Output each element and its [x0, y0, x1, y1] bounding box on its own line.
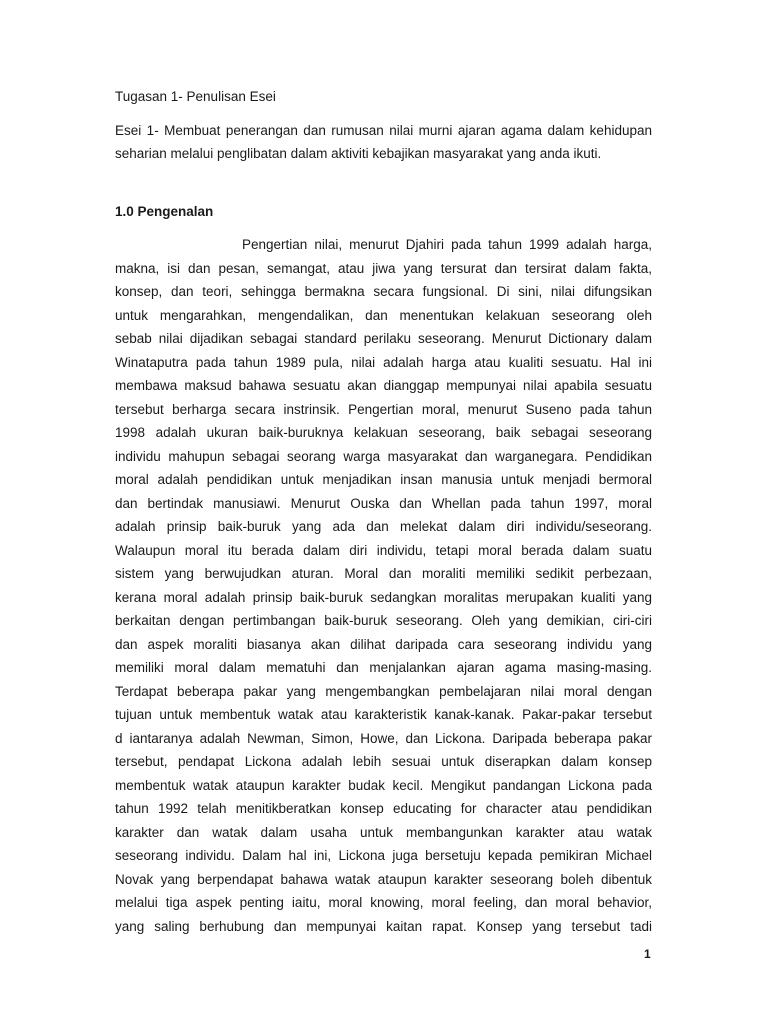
paragraph-line: melalui tiga aspek penting iaitu, moral knowing, moral feeling, dan moral behavior, — [115, 895, 652, 910]
paragraph-line: 1998 adalah ukuran baik-buruknya kelakuan seseorang, baik sebagai seseorang — [115, 425, 652, 440]
paragraph-line: Walaupun moral itu berada dalam diri individu, tetapi moral berada dalam suatu — [115, 542, 652, 558]
paragraph-line: konsep, dan teori, sehingga bermakna secara fungsional. Di sini, nilai difungsikan — [115, 284, 652, 299]
paragraph-line: kerana moral adalah prinsip baik-buruk sedangkan moralitas merupakan kualiti yang — [115, 589, 652, 605]
paragraph-line: dan bertindak manusiawi. Menurut Ouska dan Whellan pada tahun 1997, moral — [115, 495, 652, 511]
essay-question: Esei 1- Membuat penerangan dan rumusan nilai murni ajaran agama dalam kehidupan seharian melalui penglibatan dalam aktiviti kebajikan masyarakat yang anda ikuti. — [115, 123, 652, 161]
paragraph-line: berkaitan dengan pertimbangan baik-buruk seseorang. Oleh yang demikian, ciri-ciri — [115, 613, 652, 628]
paragraph-line: individu mahupun sebagai seorang warga masyarakat dan warganegara. Pendidikan — [115, 448, 652, 464]
body-paragraph — [115, 233, 652, 938]
paragraph-line: Novak yang berpendapat bahawa watak ataupun karakter seseorang boleh dibentuk — [115, 871, 652, 887]
paragraph-line: d iantaranya adalah Newman, Simon, Howe, dan Lickona. Daripada beberapa pakar — [115, 730, 652, 746]
paragraph-line: tujuan untuk membentuk watak atau karakteristik kanak-kanak. Pakar-pakar tersebut — [115, 707, 652, 722]
paragraph-line: memiliki moral dalam mematuhi dan menjalankan ajaran agama masing-masing. — [115, 660, 652, 675]
paragraph-line: Pengertian nilai, menurut Djahiri pada tahun 1999 adalah harga, — [242, 237, 652, 252]
section-heading: 1.0 Pengenalan — [115, 204, 214, 219]
paragraph-line: adalah prinsip baik-buruk yang ada dan melekat dalam diri individu/seseorang. — [115, 519, 652, 534]
paragraph-line: Terdapat beberapa pakar yang mengembangkan pembelajaran nilai moral dengan — [115, 683, 652, 699]
paragraph-line: karakter dan watak dalam usaha untuk membangunkan karakter atau watak — [115, 824, 652, 840]
document-title: Tugasan 1- Penulisan Esei — [115, 89, 276, 104]
paragraph-line: sebab nilai dijadikan sebagai standard perilaku seseorang. Menurut Dictionary dalam — [115, 331, 652, 346]
paragraph-line: yang saling berhubung dan mempunyai kaitan rapat. Konsep yang tersebut tadi — [115, 918, 652, 934]
paragraph-line: moral adalah pendidikan untuk menjadikan insan manusia untuk menjadi bermoral — [115, 472, 652, 487]
paragraph-line: membentuk watak ataupun karakter budak kecil. Mengikut pandangan Lickona pada — [115, 777, 652, 793]
page-number: 1 — [644, 947, 651, 961]
paragraph-line: membawa maksud bahawa sesuatu akan dianggap mempunyai nilai apabila sesuatu — [115, 378, 652, 393]
paragraph-line: tersebut berharga secara instrinsik. Pengertian moral, menurut Suseno pada tahun — [115, 401, 652, 417]
paragraph-line: untuk mengarahkan, mengendalikan, dan menentukan kelakuan seseorang oleh — [115, 307, 652, 323]
paragraph-line: sistem yang berwujudkan aturan. Moral dan moraliti memiliki sedikit perbezaan, — [115, 566, 652, 581]
paragraph-line: seseorang individu. Dalam hal ini, Lickona juga bersetuju kepada pemikiran Michael — [115, 848, 652, 863]
paragraph-line: tersebut, pendapat Lickona adalah lebih sesuai untuk diserapkan dalam konsep — [115, 754, 652, 769]
paragraph-line: makna, isi dan pesan, semangat, atau jiwa yang tersurat dan tersirat dalam fakta, — [115, 260, 652, 276]
paragraph-line: dan aspek moraliti biasanya akan dilihat daripada cara seseorang individu yang — [115, 636, 652, 652]
paragraph-line: Winataputra pada tahun 1989 pula, nilai adalah harga atau kualiti sesuatu. Hal ini — [115, 354, 652, 370]
paragraph-line: tahun 1992 telah menitikberatkan konsep educating for character atau pendidikan — [115, 801, 652, 816]
